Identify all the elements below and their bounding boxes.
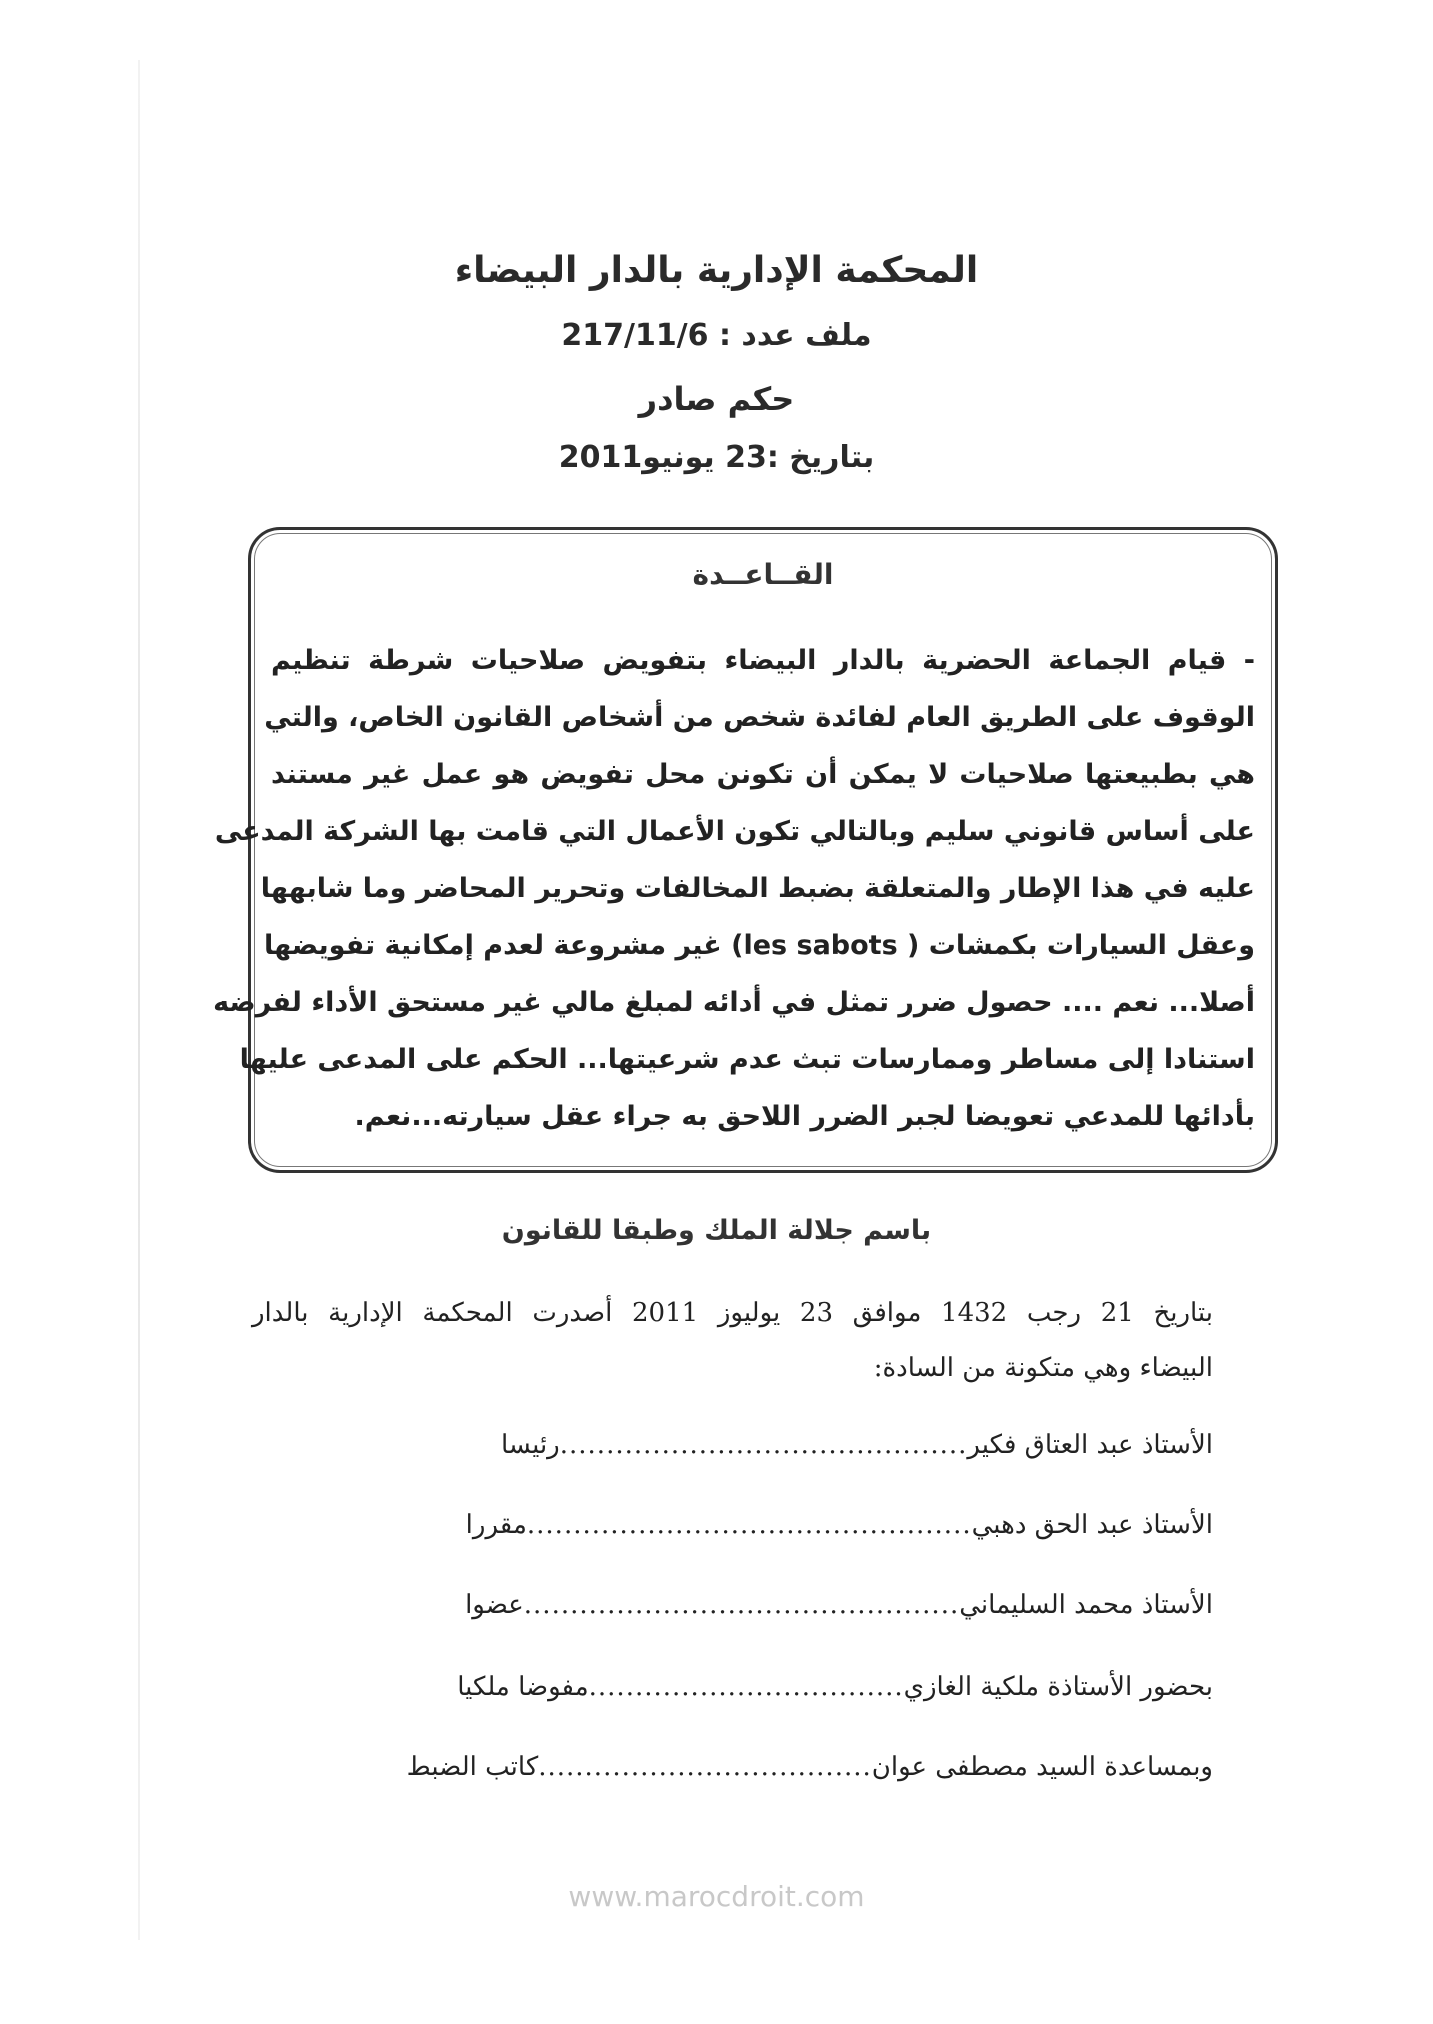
- panel-role: مقررا: [465, 1510, 527, 1540]
- panel-row: [457, 1672, 1213, 1702]
- judgment-date: بتاريخ :23 يونيو2011: [558, 440, 875, 475]
- panel-name: الأستاذ عبد الحق دهبي: [971, 1510, 1213, 1540]
- rule-line: هي بطبيعتها صلاحيات لا يمكن أن تكونن محل تفويض هو عمل غير مستند: [271, 759, 1255, 790]
- panel-role: كاتب الضبط: [406, 1752, 539, 1782]
- watermark: www.marocdroit.com: [568, 1880, 865, 1913]
- rule-line: بأدائها للمدعي تعويضا لجبر الضرر اللاحق به جراء عقل سيارته...نعم.: [354, 1101, 1255, 1132]
- panel-dots: ...............................................: [523, 1590, 960, 1620]
- court-title: المحكمة الإدارية بالدار البيضاء: [454, 250, 979, 291]
- panel-name: الأستاذ محمد السليماني: [959, 1590, 1213, 1620]
- panel-row: [465, 1590, 1213, 1620]
- intro-line: بتاريخ 21 رجب 1432 موافق 23 يوليوز 2011 أصدرت المحكمة الإدارية بالدار: [252, 1298, 1214, 1328]
- judgment-label: حكم صادر: [638, 380, 795, 418]
- panel-row: [466, 1510, 1213, 1540]
- rule-box-title: القــاعــدة: [692, 558, 834, 591]
- invocation: باسم جلالة الملك وطبقا للقانون: [501, 1215, 932, 1246]
- rule-line: الوقوف على الطريق العام لفائدة شخص من أشخاص القانون الخاص، والتي: [264, 702, 1255, 733]
- panel-dots: ............................................: [559, 1430, 968, 1460]
- rule-line: وعقل السيارات بكمشات ( les sabots) غير مشروعة لعدم إمكانية تفويضها: [263, 930, 1255, 961]
- rule-line: على أساس قانوني سليم وبالتالي تكون الأعمال التي قامت بها الشركة المدعى: [214, 816, 1255, 847]
- panel-row: [407, 1752, 1213, 1782]
- panel-role: عضوا: [465, 1590, 524, 1620]
- rule-line: استنادا إلى مساطر وممارسات تبث عدم شرعيتها... الحكم على المدعى عليها: [239, 1044, 1255, 1075]
- intro-line: البيضاء وهي متكونة من السادة:: [873, 1353, 1213, 1383]
- rule-line: عليه في هذا الإطار والمتعلقة بضبط المخالفات وتحرير المحاضر وما شابهها: [260, 873, 1255, 904]
- panel-dots: ....................................: [538, 1752, 872, 1782]
- file-number: ملف عدد : 217/11/6: [561, 318, 872, 353]
- panel-name: بحضور الأستاذة ملكية الغازي: [903, 1672, 1213, 1702]
- panel-dots: ................................................: [526, 1510, 972, 1540]
- rule-box: [213, 527, 1278, 1173]
- rule-line: - قيام الجماعة الحضرية بالدار البيضاء بتفويض صلاحيات شرطة تنظيم: [271, 645, 1255, 676]
- panel-dots: ..................................: [588, 1672, 904, 1702]
- panel-name: الأستاذ عبد العتاق فكير: [967, 1430, 1213, 1460]
- rule-line: أصلا... نعم .... حصول ضرر تمثل في أدائه لمبلغ مالي غير مستحق الأداء لفرضه: [213, 987, 1255, 1018]
- panel-name: وبمساعدة السيد مصطفى عوان: [871, 1752, 1213, 1782]
- panel-role: رئيسا: [500, 1430, 560, 1460]
- panel-row: [501, 1430, 1213, 1460]
- panel-role: مفوضا ملكيا: [457, 1672, 589, 1702]
